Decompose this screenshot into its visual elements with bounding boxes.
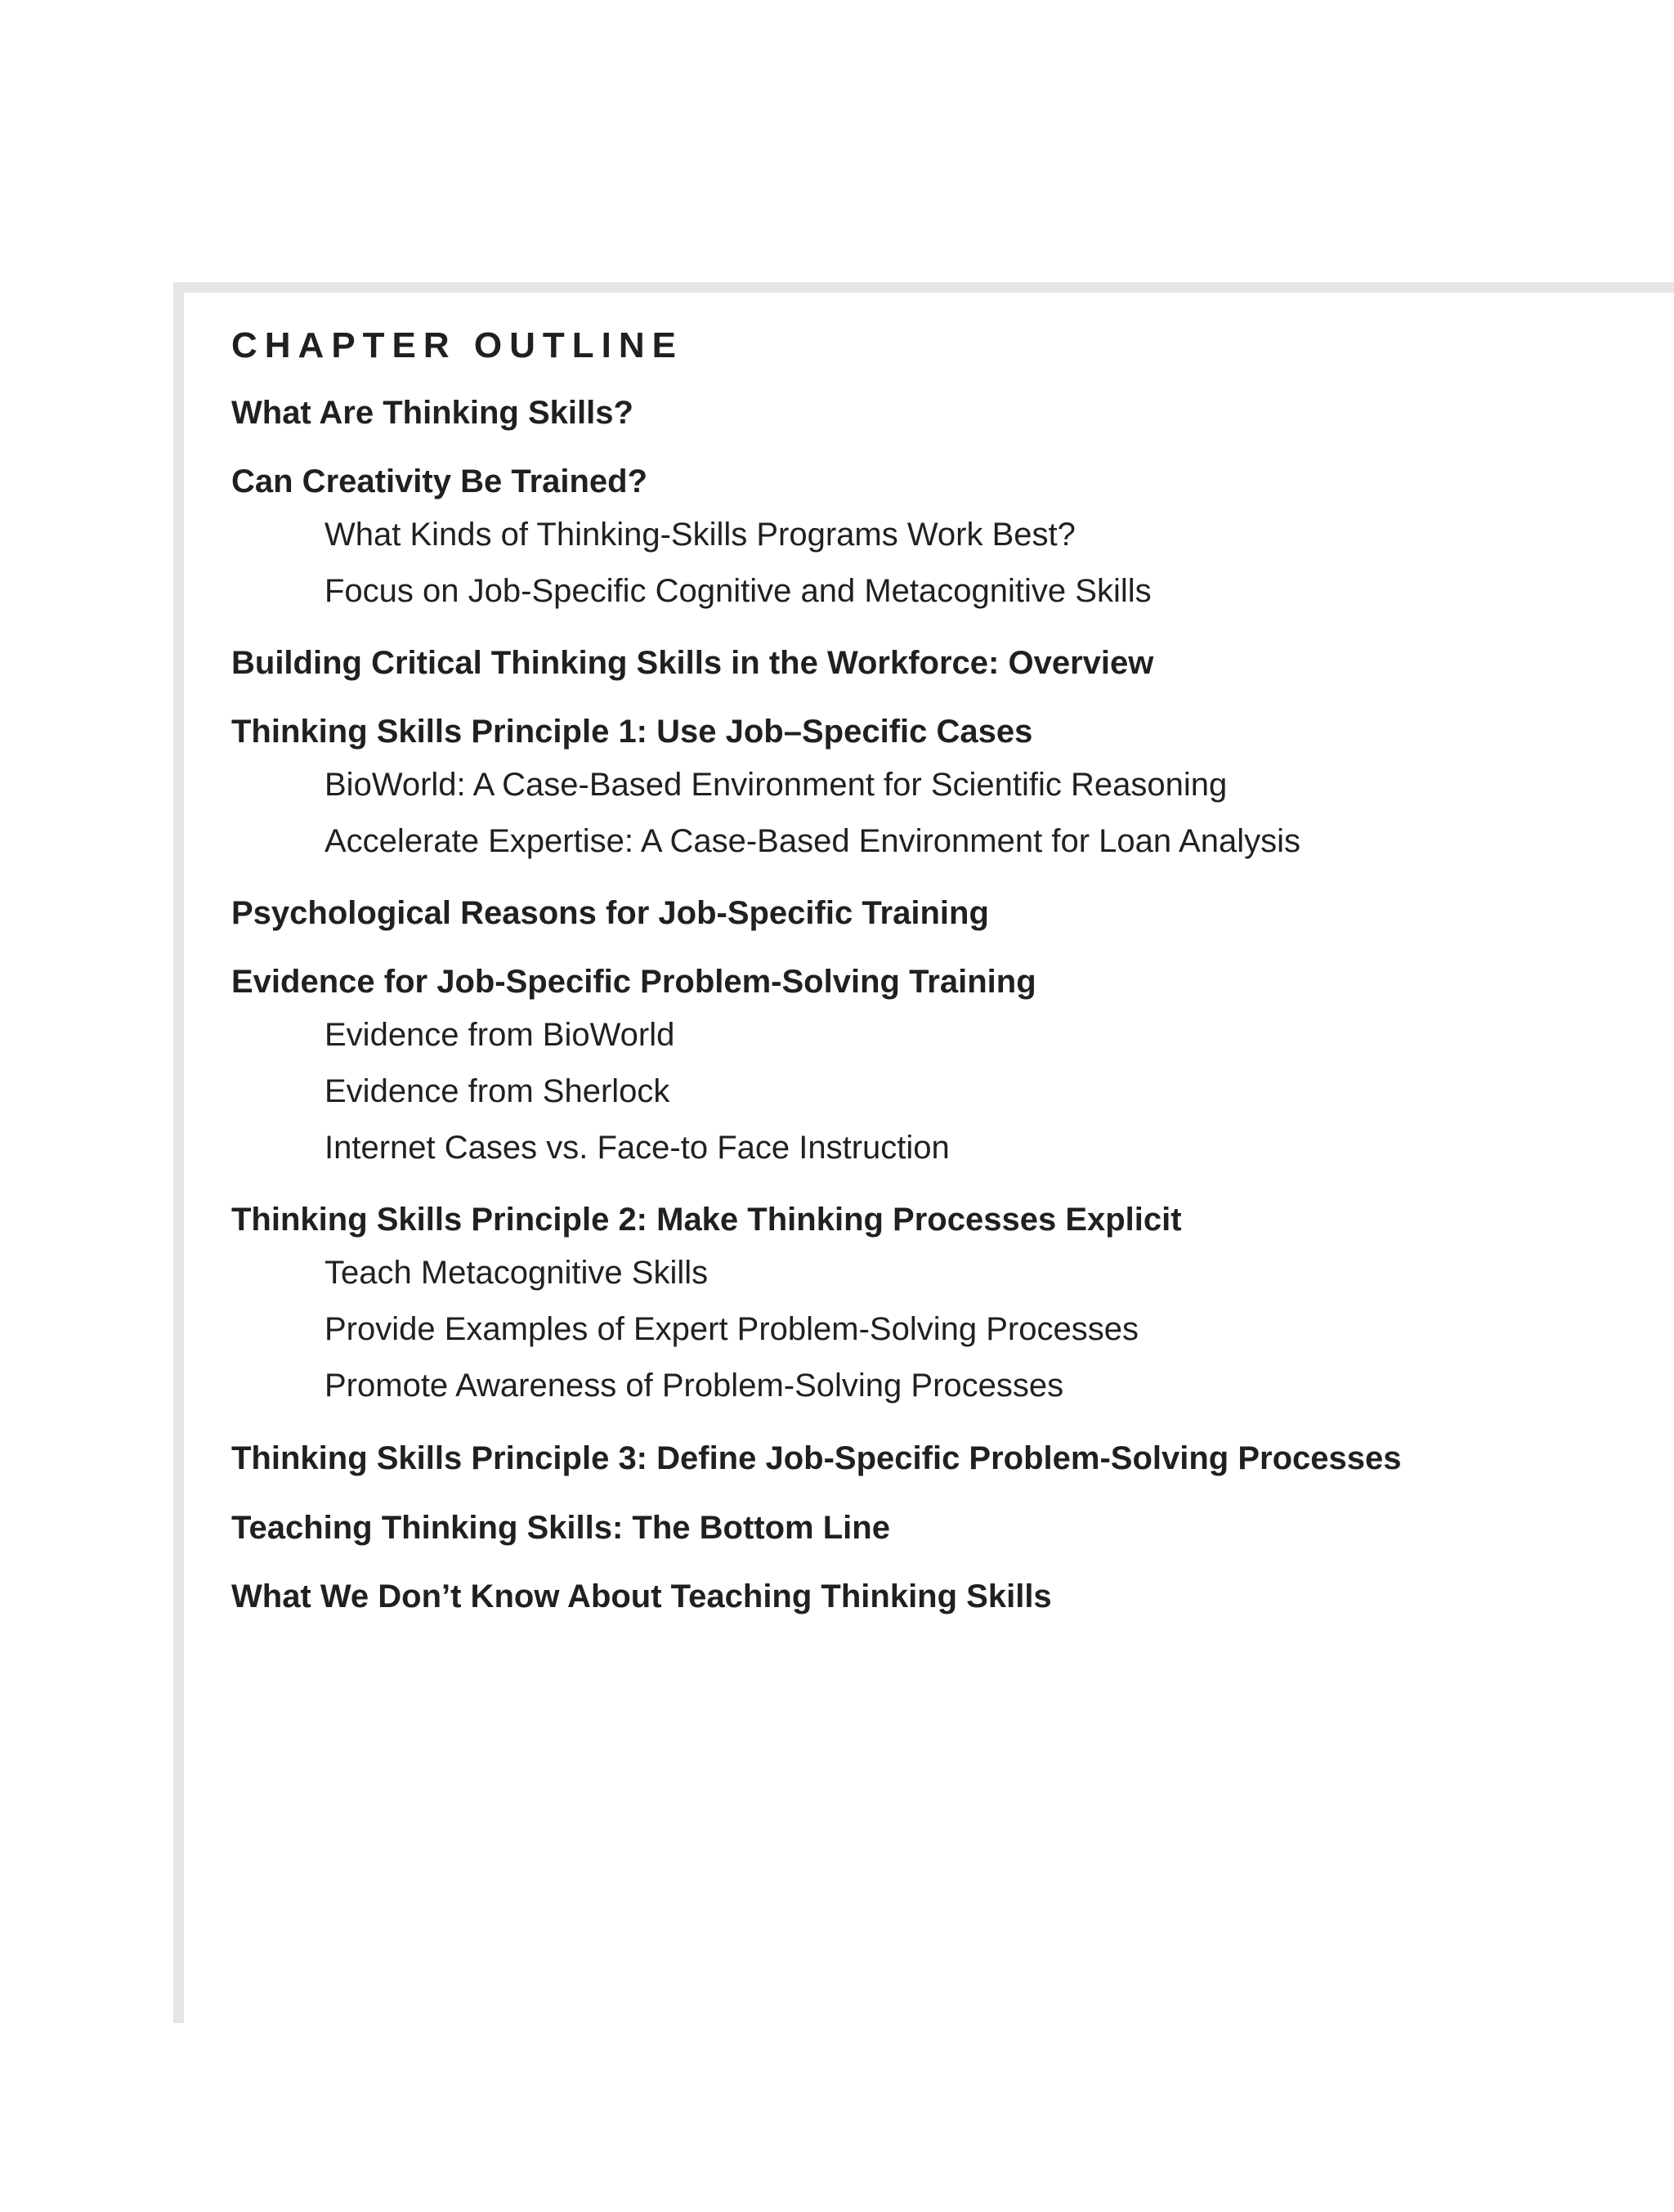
outline-entry: Evidence for Job-Specific Problem-Solving Training [231,964,1036,1000]
outline-heading: CHAPTER OUTLINE [231,325,683,365]
outline-entry: Thinking Skills Principle 3: Define Job-Specific Problem-Solving Processes [231,1440,1402,1476]
outline-subentry: Evidence from BioWorld [325,1017,675,1053]
outline-subentry: What Kinds of Thinking-Skills Programs Work Best? [325,517,1076,553]
outline-entry: Thinking Skills Principle 2: Make Thinking Processes Explicit [231,1202,1182,1238]
outline-subentry: Evidence from Sherlock [325,1073,670,1109]
outline-subentry: Accelerate Expertise: A Case-Based Environment for Loan Analysis [325,823,1300,859]
outline-entry: Thinking Skills Principle 1: Use Job–Specific Cases [231,714,1033,750]
outline-subentry: Teach Metacognitive Skills [325,1255,709,1291]
outline-entry: What Are Thinking Skills? [231,395,633,431]
outline-subentry: Provide Examples of Expert Problem-Solving Processes [325,1311,1139,1347]
outline-subentry: Promote Awareness of Problem-Solving Processes [325,1368,1064,1404]
outline-entry: Teaching Thinking Skills: The Bottom Line [231,1510,890,1546]
outline-entry: Can Creativity Be Trained? [231,463,648,499]
outline-subentry: Focus on Job-Specific Cognitive and Metacognitive Skills [325,573,1152,609]
outline-entry: Building Critical Thinking Skills in the Workforce: Overview [231,645,1154,681]
outline-frame-left-rule [173,282,184,2023]
chapter-outline [231,317,1621,1622]
outline-subentry: Internet Cases vs. Face-to Face Instruction [325,1130,950,1166]
outline-entries [231,387,1621,1622]
outline-entry: What We Don’t Know About Teaching Thinking Skills [231,1578,1052,1614]
outline-entry: Psychological Reasons for Job-Specific Training [231,895,989,931]
outline-subentry: BioWorld: A Case-Based Environment for Scientific Reasoning [325,767,1228,803]
outline-frame-top-rule [173,282,1674,293]
